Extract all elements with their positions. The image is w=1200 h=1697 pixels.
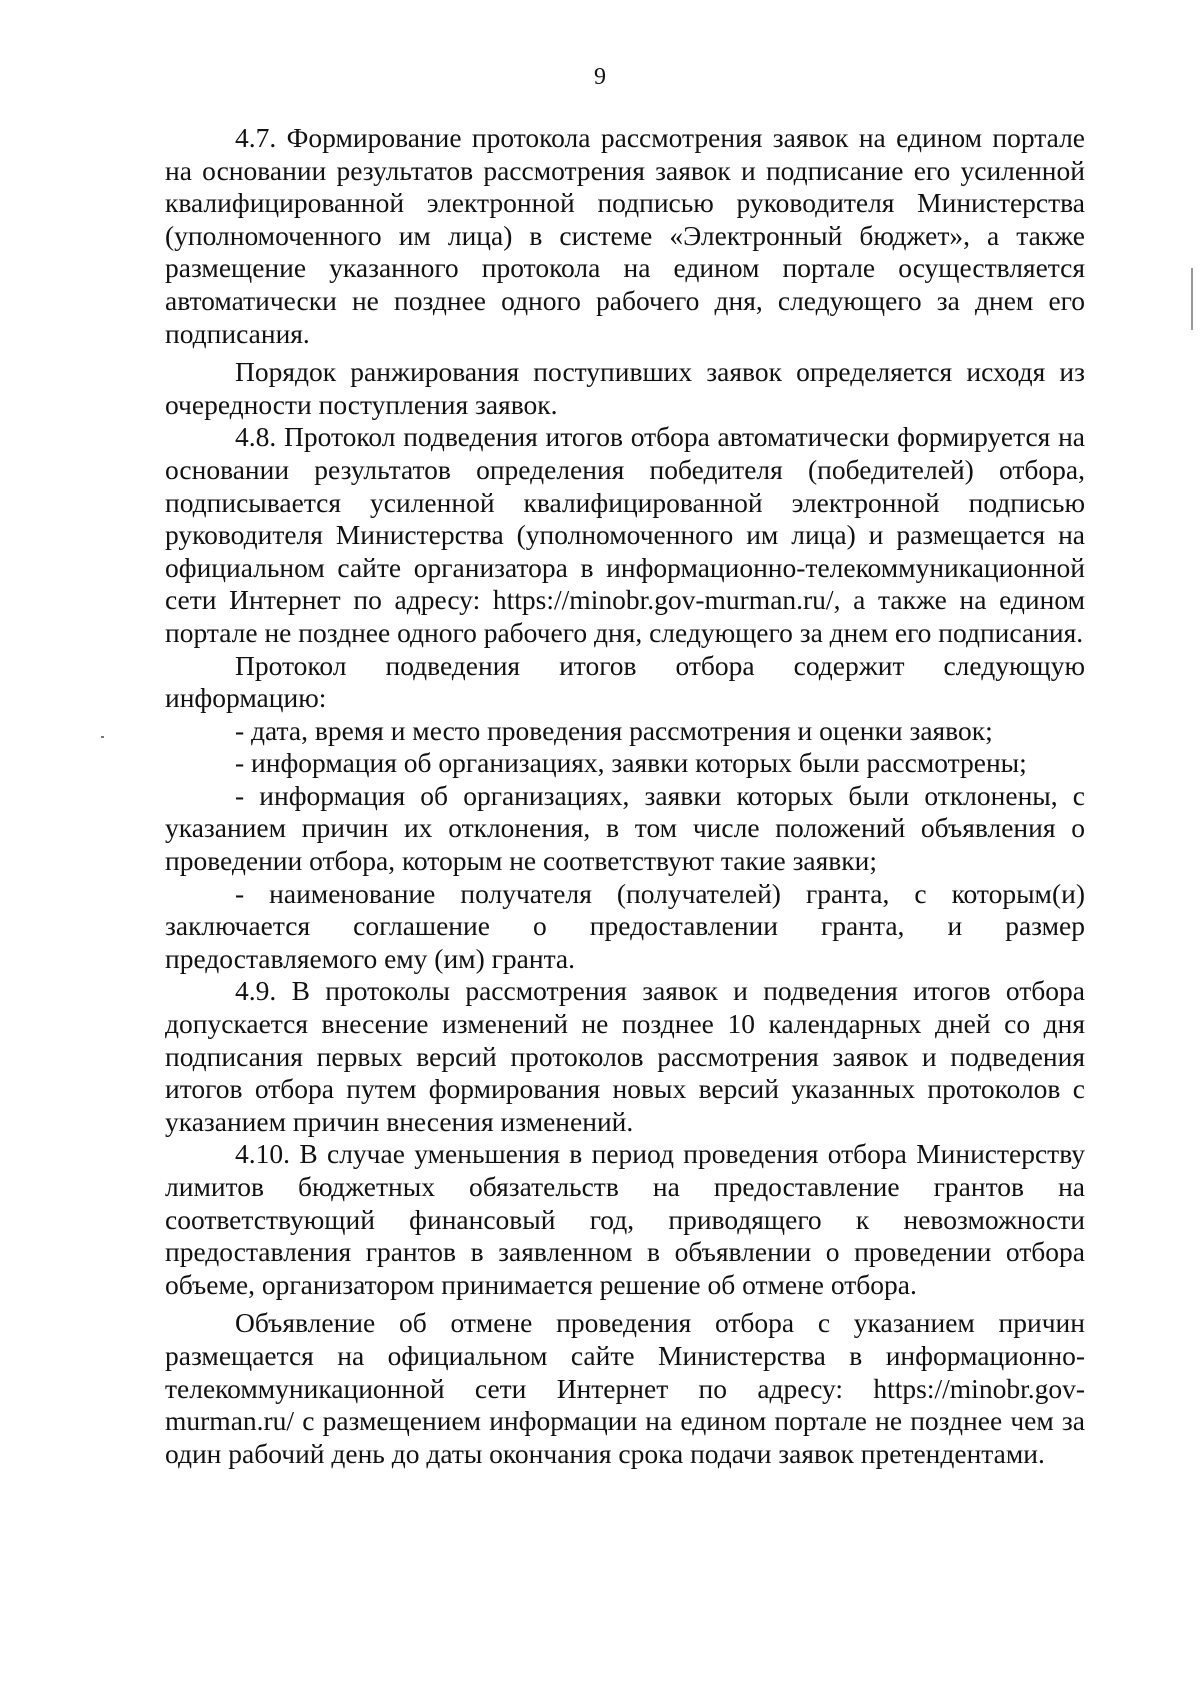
paragraph-4-8: 4.8. Протокол подведения итогов отбора автоматически формируется на основании результатов определения победителя (победителей) отбора, подписывается усиленной квалифицированной электронной подписью руководителя Министерства (уполномоченного им лица) и размещается на официальном сайте организатора в информационно-телекоммуникационной сети Интернет по адресу: https://minobr.gov-murman.ru/, а также на едином портале не позднее одного рабочего дня, следующего за днем его подписания.	[165, 421, 1085, 648]
list-item-rejected-organizations: - информация об организациях, заявки которых были отклонены, с указанием причин их отклонения, в том числе положений объявления о проведении отбора, которым не соответствуют такие заявки;	[165, 779, 1085, 877]
list-item-reviewed-organizations: - информация об организациях, заявки которых были рассмотрены;	[235, 747, 1027, 779]
paragraph-protocol-contents: Протокол подведения итогов отбора содержит следующую информацию:	[165, 649, 1085, 714]
document-body	[165, 122, 1085, 1470]
scan-edge-mark	[1191, 268, 1193, 330]
list-item-date-time-place: - дата, время и место проведения рассмотрения и оценки заявок;	[235, 714, 993, 746]
paragraph-4-10: 4.10. В случае уменьшения в период проведения отбора Министерству лимитов бюджетных обязательств на предоставление грантов на соответствующий финансовый год, приводящего к невозможности предоставления грантов в заявленном в объявлении о проведении отбора объеме, организатором принимается решение об отмене отбора.	[165, 1138, 1085, 1300]
paragraph-4-9: 4.9. В протоколы рассмотрения заявок и подведения итогов отбора допускается внесение изменений не позднее 10 календарных дней со дня подписания первых версий протоколов рассмотрения заявок и подведения итогов отбора путем формирования новых версий указанных протоколов с указанием причин внесения изменений.	[165, 975, 1085, 1137]
page-number: 9	[594, 64, 606, 90]
paragraph-ranking-order: Порядок ранжирования поступивших заявок определяется исходя из очередности поступления заявок.	[165, 356, 1085, 420]
scan-dot-mark	[101, 736, 104, 738]
list-item-grant-recipients: - наименование получателя (получателей) гранта, с которым(и) заключается соглашение о предоставлении гранта, и размер предоставляемого ему (им) гранта.	[165, 877, 1085, 974]
paragraph-4-7: 4.7. Формирование протокола рассмотрения заявок на едином портале на основании результатов рассмотрения заявок и подписание его усиленной квалифицированной электронной подписью руководителя Министерства (уполномоченного им лица) в системе «Электронный бюджет», а также размещение указанного протокола на едином портале осуществляется автоматически не позднее одного рабочего дня, следующего за днем его подписания.	[165, 122, 1085, 349]
paragraph-cancellation-notice: Объявление об отмене проведения отбора с указанием причин размещается на официальном сайте Министерства в информационно-телекоммуникационной сети Интернет по адресу: https://minobr.gov-murman.ru/ с размещением информации на едином портале не позднее чем за один рабочий день до даты окончания срока подачи заявок претендентами.	[165, 1307, 1085, 1469]
